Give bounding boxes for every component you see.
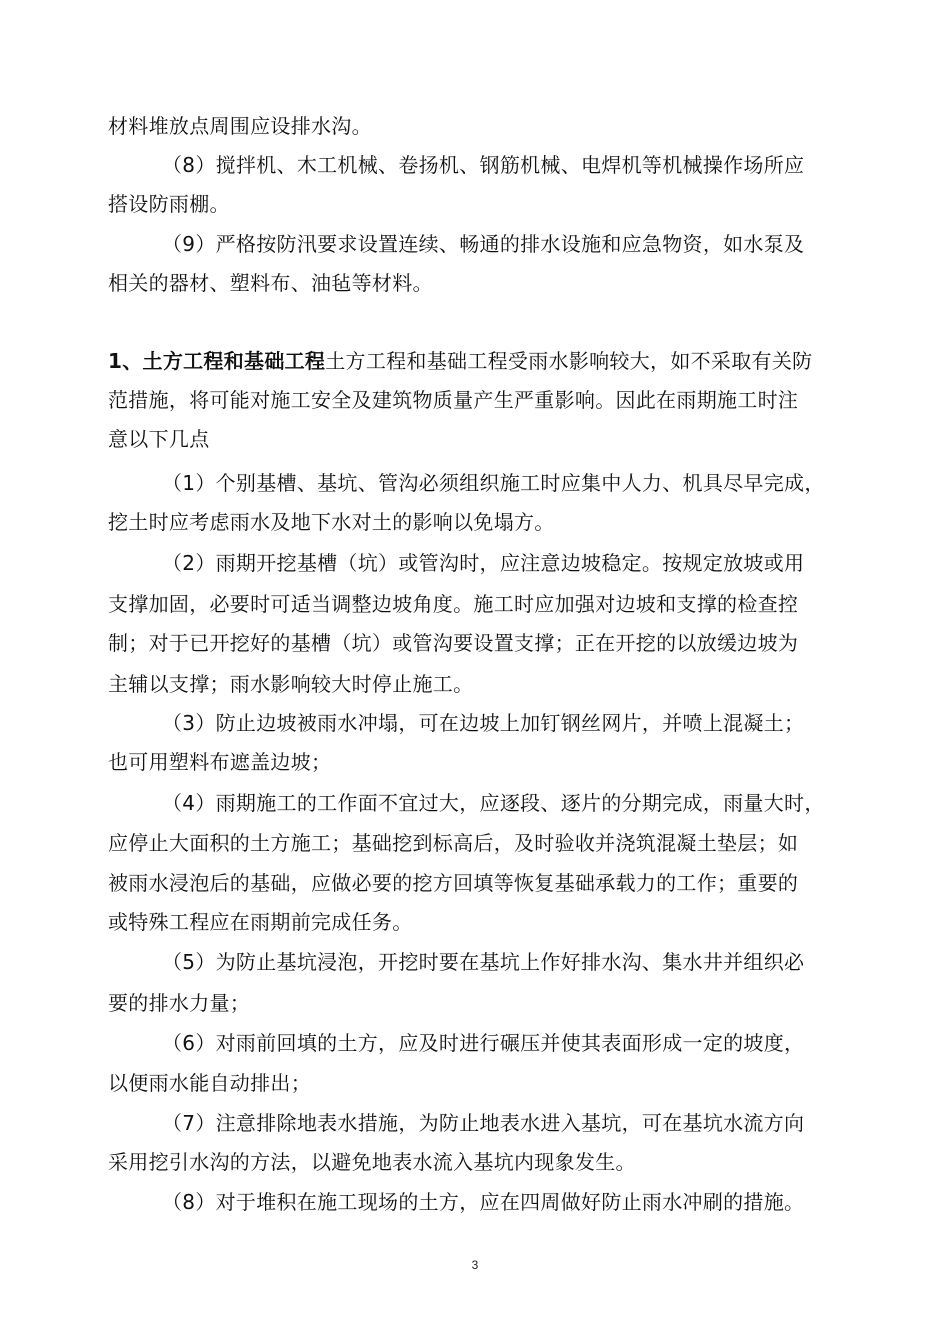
body-text-line: 搭设防雨棚。 [108,192,230,216]
body-text-line: （4）雨期施工的工作面不宜过大，应逐段、逐片的分期完成，雨量大时， [162,791,825,815]
body-text-line: 主辅以支撑；雨水影响较大时停止施工。 [108,672,474,696]
body-text: 土方工程和基础工程受雨水影响较大，如不采取有关防 [325,349,813,373]
body-text-line: 以便雨水能自动排出； [108,1071,311,1095]
body-text-line: 应停止大面积的土方施工；基础挖到标高后，及时验收并浇筑混凝土垫层；如 [108,831,799,855]
body-text-line: （9）严格按防汛要求设置连续、畅通的排水设施和应急物资，如水泵及 [162,232,805,256]
body-text-line: 采用挖引水沟的方法，以避免地表水流入基坑内现象发生。 [108,1150,636,1174]
body-text-line: 支撑加固，必要时可适当调整边坡角度。施工时应加强对边坡和支撑的检查控 [108,592,799,616]
body-text-line: 挖土时应考虑雨水及地下水对土的影响以免塌方。 [108,510,555,534]
body-text-line: （5）为防止基坑浸泡，开挖时要在基坑上作好排水沟、集水井并组织必 [162,950,805,974]
page-number: 3 [471,1258,479,1272]
body-text-line: 或特殊工程应在雨期前完成任务。 [108,910,413,934]
section-heading-line [108,347,868,375]
body-text-line: （1）个别基槽、基坑、管沟必须组织施工时应集中人力、机具尽早完成， [162,471,825,495]
body-text-line: （7）注意排除地表水措施，为防止地表水进入基坑，可在基坑水流方向 [162,1111,805,1135]
body-text-line: （2）雨期开挖基槽（坑）或管沟时，应注意边坡稳定。按规定放坡或用 [162,551,805,575]
body-text-line: 意以下几点 [108,427,210,451]
body-text-line: （8）搅拌机、木工机械、卷扬机、钢筋机械、电焊机等机械操作场所应 [162,153,805,177]
body-text-line: 范措施，将可能对施工安全及建筑物质量产生严重影响。因此在雨期施工时注 [108,388,799,412]
body-text-line: （3）防止边坡被雨水冲塌，可在边坡上加钉钢丝网片，并喷上混凝土； [162,711,805,735]
body-text-line: 材料堆放点周围应设排水沟。 [108,114,372,138]
section-heading: 1、土方工程和基础工程 [108,349,326,373]
body-text-line: 也可用塑料布遮盖边坡； [108,750,332,774]
body-text-line: 制；对于已开挖好的基槽（坑）或管沟要设置支撑；正在开挖的以放缓边坡为 [108,631,799,655]
body-text-line: （6）对雨前回填的土方，应及时进行碾压并使其表面形成一定的坡度， [162,1031,805,1055]
body-text-line: （8）对于堆积在施工现场的土方，应在四周做好防止雨水冲刷的措施。 [162,1190,805,1214]
body-text-line: 相关的器材、塑料布、油毡等材料。 [108,271,433,295]
body-text-line: 被雨水浸泡后的基础，应做必要的挖方回填等恢复基础承载力的工作；重要的 [108,871,799,895]
body-text-line: 要的排水力量； [108,991,251,1015]
